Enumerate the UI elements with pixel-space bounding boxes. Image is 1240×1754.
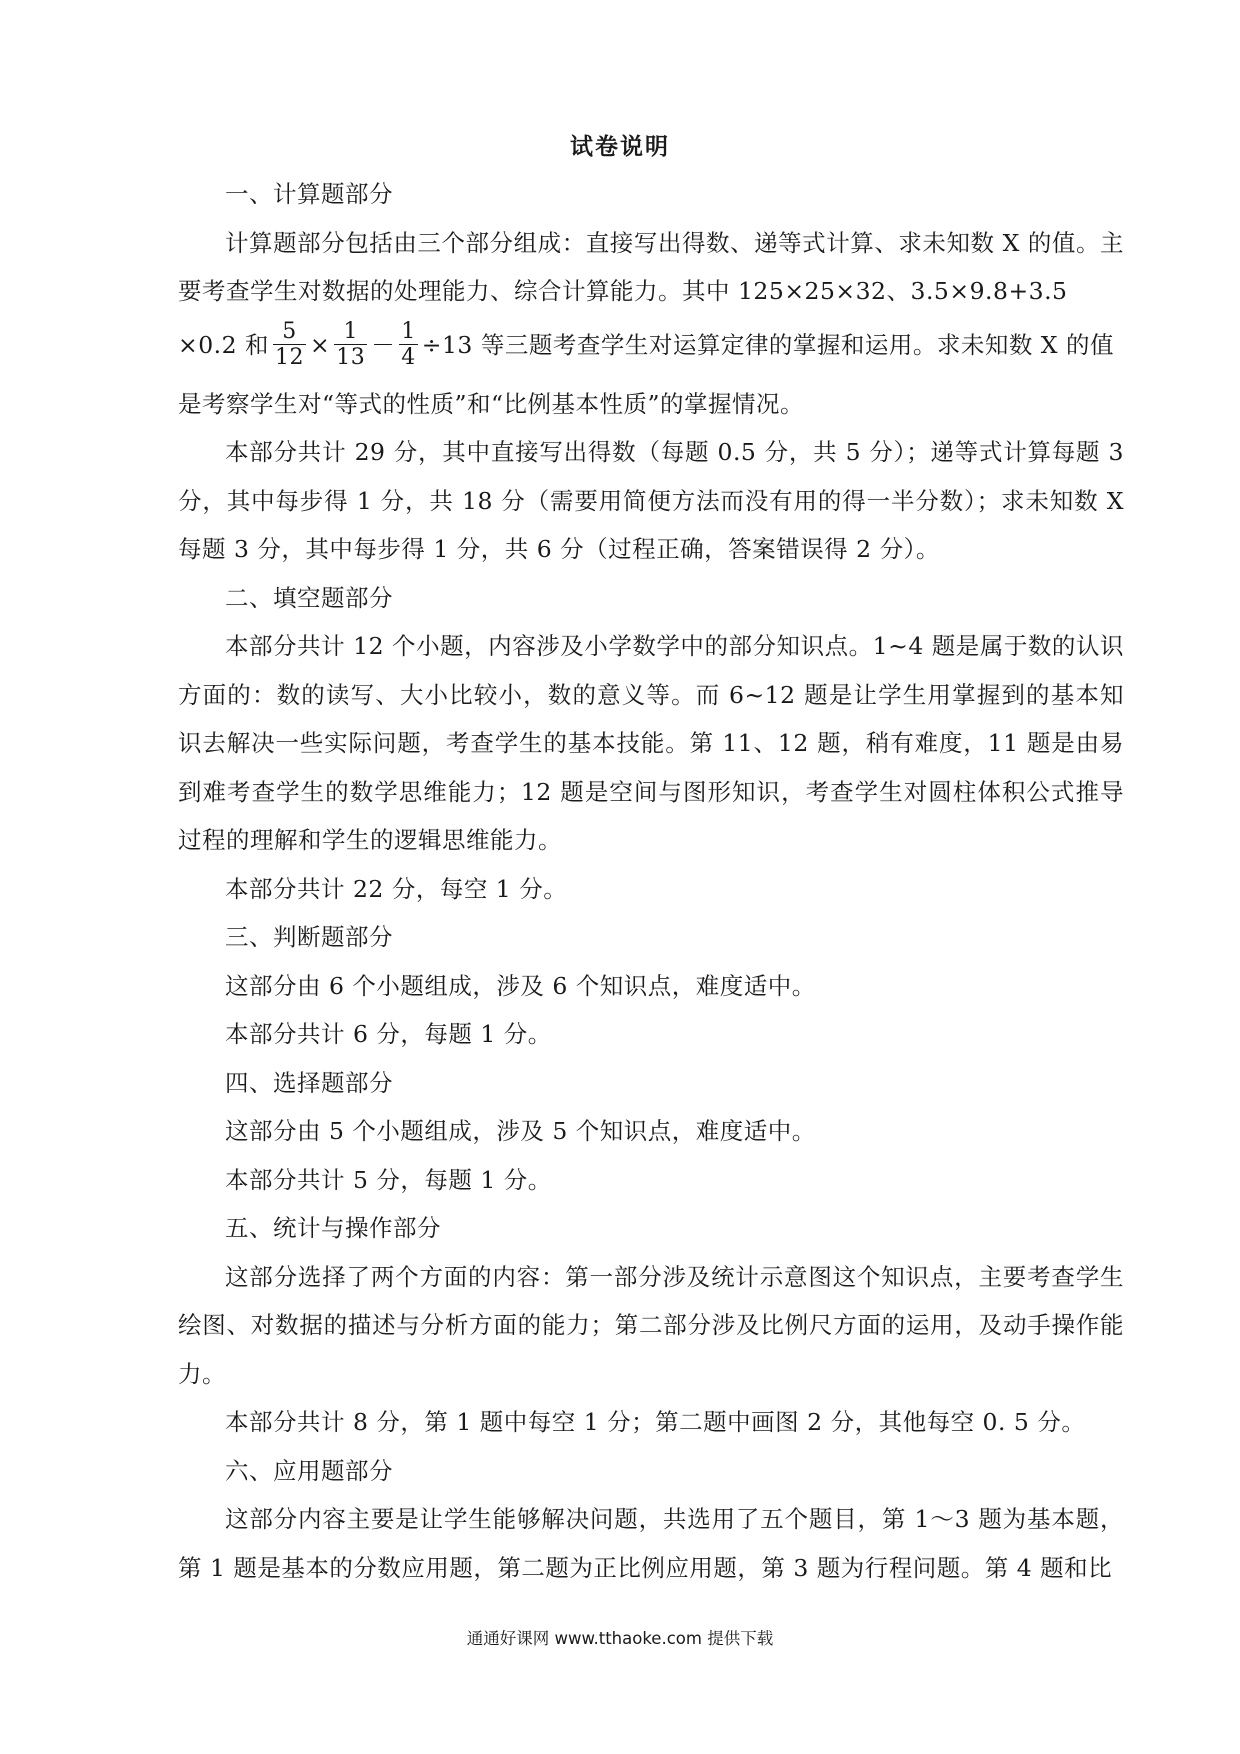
operator: －	[371, 330, 396, 359]
operator: ×	[310, 330, 331, 359]
paragraph: 本部分共计 29 分，其中直接写出得数（每题 0.5 分，共 5 分）；递等式计算每题 3 分，其中每步得 1 分，共 18 分（需要用简便方法而没有用的得一半分数）；求未知数 X 每题 3 分，其中每步得 1 分，共 6 分（过程正确，答案错误得 2 分）。	[178, 438, 1124, 563]
fraction-numerator: 1	[334, 319, 367, 345]
paragraph-with-fractions	[178, 312, 1124, 378]
paragraph: 这部分选择了两个方面的内容：第一部分涉及统计示意图这个知识点，主要考查学生绘图、对数据的描述与分析方面的能力；第二部分涉及比例尺方面的运用，及动手操作能力。	[178, 1262, 1124, 1388]
fraction-denominator: 13	[336, 344, 366, 370]
paragraph: 本部分共计 8 分，第 1 题中每空 1 分；第二题中画图 2 分，其他每空 0. 5 分。	[225, 1408, 1086, 1436]
fraction-1-13	[334, 319, 367, 370]
fraction-5-12	[273, 319, 306, 370]
paragraph: 这部分由 5 个小题组成，涉及 5 个知识点，难度适中。	[225, 1117, 816, 1145]
paragraph: 这部分由 6 个小题组成，涉及 6 个知识点，难度适中。	[225, 971, 816, 1000]
paragraph: 本部分共计 6 分，每题 1 分。	[225, 1020, 552, 1048]
paragraph: 是考察学生对“等式的性质”和“比例基本性质”的掌握情况。	[178, 389, 805, 418]
fraction-numerator: 1	[401, 318, 416, 344]
paragraph: 这部分内容主要是让学生能够解决问题，共选用了五个题目，第 1～3 题为基本题，第 1 题是基本的分数应用题，第二题为正比例应用题，第 3 题为行程问题。第 4 题和比	[178, 1505, 1124, 1582]
text-span: ×0.2 和	[178, 330, 270, 359]
fraction-denominator: 4	[401, 344, 416, 370]
fraction-1-4	[399, 319, 418, 370]
fraction-denominator: 12	[275, 344, 305, 370]
fraction-numerator: 5	[273, 319, 306, 345]
paragraph: 本部分共计 22 分，每空 1 分。	[225, 874, 568, 903]
section-heading-statistics: 五、统计与操作部分	[225, 1214, 441, 1242]
section-heading-true-false: 三、判断题部分	[225, 923, 393, 951]
paragraph: 计算题部分包括由三个部分组成：直接写出得数、递等式计算、求未知数 X 的值。主要考查学生对数据的处理能力、综合计算能力。其中 125×25×32、3.5×9.8+3.5	[178, 228, 1124, 305]
page-title: 试卷说明	[570, 134, 670, 160]
document-body	[178, 170, 1124, 1592]
section-heading-calculation: 一、计算题部分	[225, 180, 393, 208]
text-span: ÷13 等三题考查学生对运算定律的掌握和运用。求未知数 X 的值	[421, 330, 1114, 359]
footer-source: 通通好课网 www.tthaoke.com 提供下载	[466, 1629, 774, 1648]
paragraph: 本部分共计 12 个小题，内容涉及小学数学中的部分知识点。1~4 题是属于数的认识方面的：数的读写、大小比较小，数的意义等。而 6~12 题是让学生用掌握到的基本知识去解决一些实际问题，考查学生的基本技能。第 11、12 题，稍有难度，11 题是由易到难考查学生的数学思维能力；12 题是空间与图形知识，考查学生对圆柱体积公式推导过程的理解和学生的逻辑思维能力。	[178, 632, 1124, 854]
paragraph: 本部分共计 5 分，每题 1 分。	[225, 1165, 552, 1194]
section-heading-fill-blank: 二、填空题部分	[225, 583, 393, 612]
section-heading-multiple-choice: 四、选择题部分	[225, 1068, 393, 1097]
section-heading-application: 六、应用题部分	[225, 1456, 393, 1485]
